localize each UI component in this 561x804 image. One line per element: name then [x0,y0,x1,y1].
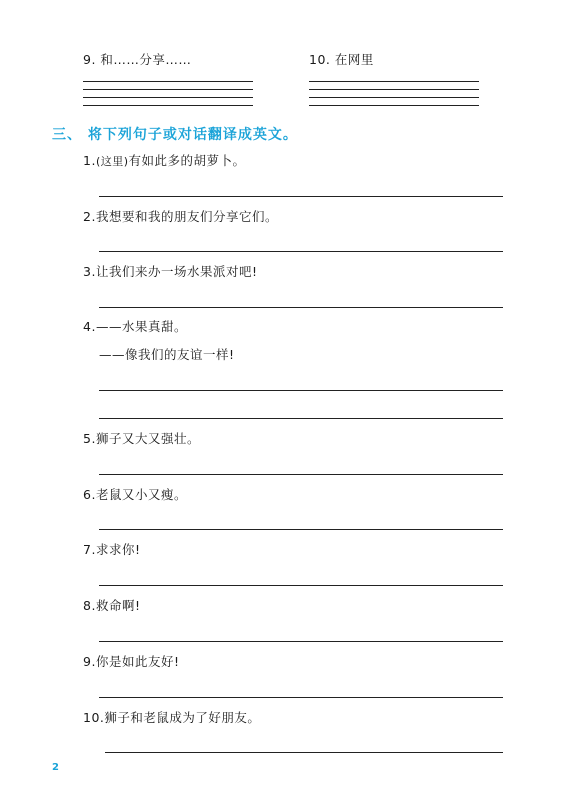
question-4-line-2: ——像我们的友谊一样! [99,347,235,362]
question-text: 你是如此友好! [95,654,180,669]
question-number: 7. [83,542,96,557]
question-8 [83,598,140,614]
question-10 [83,710,260,726]
answer-line[interactable] [99,585,503,586]
answer-line[interactable] [309,89,479,90]
question-number: 5. [83,431,96,446]
question-text: 狮子又大又强壮。 [95,431,200,446]
question-paren: (这里) [95,155,129,168]
question-number: 9. [83,654,96,669]
question-text: 我想要和我的朋友们分享它们。 [95,209,278,224]
answer-line[interactable] [83,97,253,98]
question-number: 8. [83,598,96,613]
section-title: 三、 将下列句子或对话翻译成英文。 [52,127,298,143]
answer-line[interactable] [99,641,503,642]
answer-line[interactable] [83,105,253,106]
answer-line[interactable] [99,390,503,391]
question-number: 1. [83,153,96,168]
top-item-9: 9. 和……分享…… [83,52,192,67]
question-text: 狮子和老鼠成为了好朋友。 [104,710,261,725]
answer-line[interactable] [99,474,503,475]
answer-line[interactable] [99,418,503,419]
answer-line[interactable] [99,697,503,698]
question-text: 老鼠又小又瘦。 [95,487,187,502]
answer-line[interactable] [83,81,253,82]
page-number: 2 [52,762,59,773]
answer-line[interactable] [309,81,479,82]
answer-line[interactable] [105,752,503,753]
question-number: 6. [83,487,96,502]
answer-line[interactable] [99,529,503,530]
question-text: 求求你! [95,542,141,557]
question-number: 3. [83,264,96,279]
question-number: 2. [83,209,96,224]
question-1 [83,153,246,170]
answer-line[interactable] [99,251,503,252]
question-5 [83,431,200,447]
question-text: 救命啊! [95,598,141,613]
question-6 [83,487,187,503]
answer-line[interactable] [83,89,253,90]
answer-line[interactable] [99,196,503,197]
question-number: 4. [83,319,96,334]
question-2 [83,209,278,225]
answer-line[interactable] [309,105,479,106]
top-item-10: 10. 在网里 [309,52,374,67]
question-7 [83,542,140,558]
question-4 [83,319,187,335]
question-text: ——水果真甜。 [95,319,187,334]
question-3 [83,264,257,280]
answer-line[interactable] [309,97,479,98]
question-number: 10. [83,710,105,725]
question-text: 有如此多的胡萝卜。 [128,153,246,168]
answer-line[interactable] [99,307,503,308]
question-text: 让我们来办一场水果派对吧! [95,264,258,279]
question-9 [83,654,179,670]
